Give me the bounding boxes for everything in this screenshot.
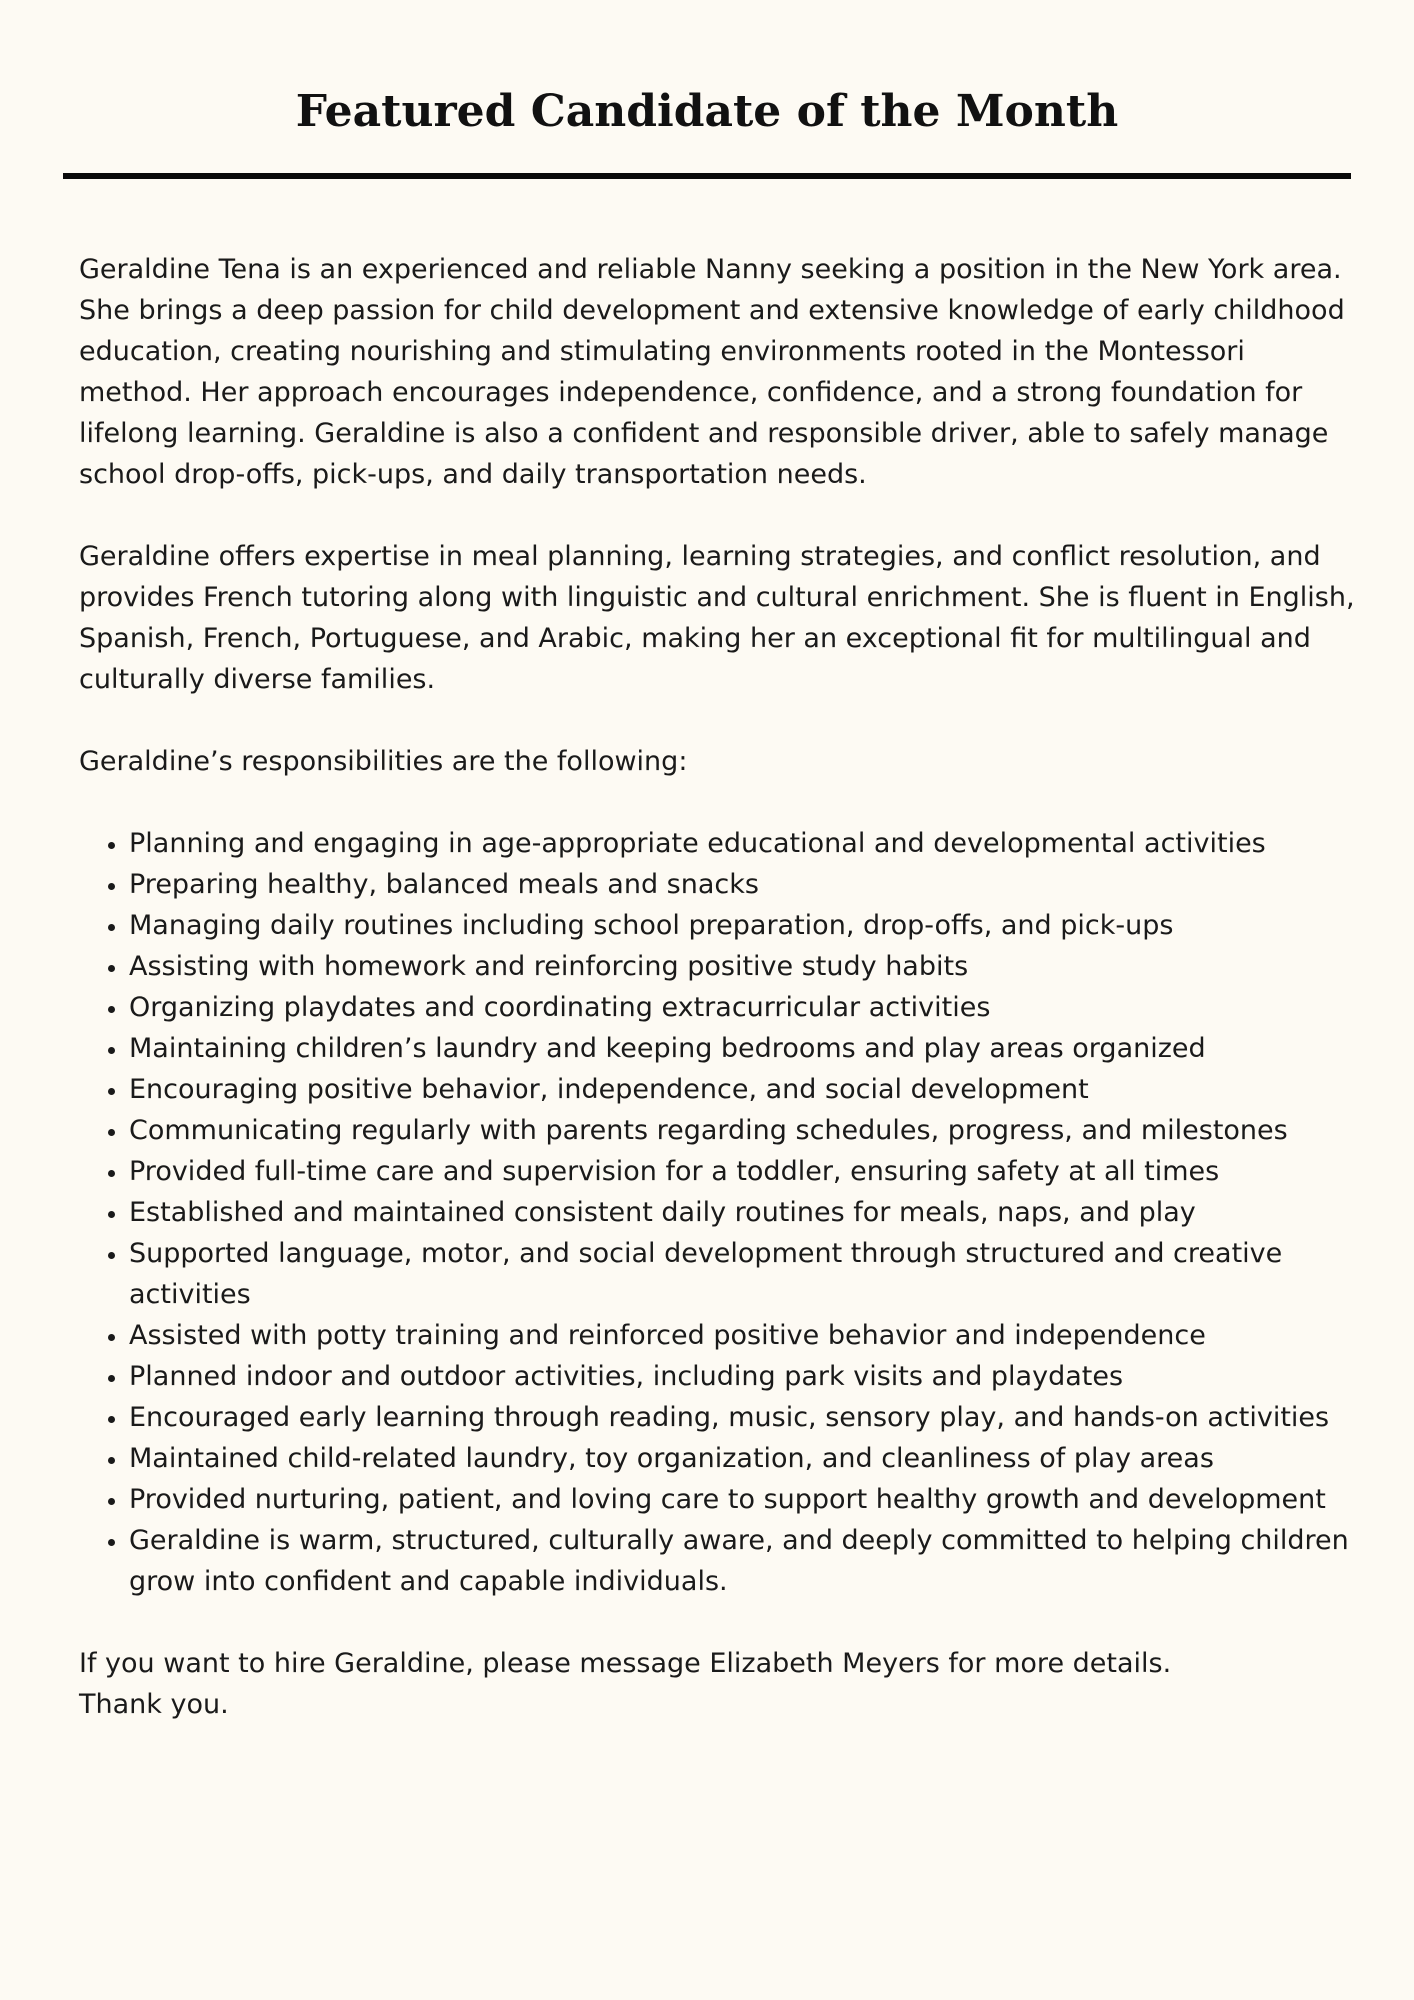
list-item: • Provided full-time care and supervision for a toddler, ensuring safety at all times (129, 1151, 1359, 1192)
list-item: • Communicating regularly with parents regarding schedules, progress, and milestones (129, 1110, 1359, 1151)
list-item: • Encouraging positive behavior, independence, and social development (129, 1069, 1359, 1110)
responsibilities-intro: Geraldine’s responsibilities are the following: (79, 746, 688, 777)
document-body (79, 249, 1359, 1725)
list-item: • Maintaining children’s laundry and keeping bedrooms and play areas organized (129, 1028, 1359, 1069)
responsibilities-list (79, 823, 1359, 1602)
list-item: • Geraldine is warm, structured, culturally aware, and deeply committed to helping children grow into confident and capable individuals. (129, 1520, 1359, 1602)
page-title: Featured Candidate of the Month (295, 86, 1119, 137)
list-item: • Encouraged early learning through reading, music, sensory play, and hands-on activities (129, 1397, 1359, 1438)
title-divider (63, 173, 1351, 179)
intro-paragraph: Geraldine Tena is an experienced and reliable Nanny seeking a position in the New York area. She brings a deep passion for child development and extensive knowledge of early childhood education, creating nourishing and stimulating environments rooted in the Montessori method. Her approach encourages independence, confidence, and a strong foundation for lifelong learning. Geraldine is also a confident and responsible driver, able to safely manage school drop-offs, pick-ups, and daily transportation needs. (79, 254, 1345, 490)
list-item: • Supported language, motor, and social development through structured and creative activities (129, 1233, 1359, 1315)
list-item: • Planning and engaging in age-appropriate educational and developmental activities (129, 823, 1359, 864)
closing-paragraph (79, 1643, 1359, 1725)
list-item: • Preparing healthy, balanced meals and snacks (129, 864, 1359, 905)
list-item: • Assisted with potty training and reinforced positive behavior and independence (129, 1315, 1359, 1356)
list-item: • Maintained child-related laundry, toy organization, and cleanliness of play areas (129, 1438, 1359, 1479)
list-item: • Provided nurturing, patient, and loving care to support healthy growth and development (129, 1479, 1359, 1520)
list-item: • Organizing playdates and coordinating extracurricular activities (129, 987, 1359, 1028)
list-item: • Planned indoor and outdoor activities, including park visits and playdates (129, 1356, 1359, 1397)
skills-paragraph: Geraldine offers expertise in meal planning, learning strategies, and conflict resolution, and provides French tutoring along with linguistic and cultural enrichment. She is fluent in English, Spanish, French, Portuguese, and Arabic, making her an exceptional fit for multilingual and culturally diverse families. (79, 541, 1355, 695)
list-item: • Assisting with homework and reinforcing positive study habits (129, 946, 1359, 987)
list-item: • Managing daily routines including school preparation, drop-offs, and pick-ups (129, 905, 1359, 946)
list-item: • Established and maintained consistent daily routines for meals, naps, and play (129, 1192, 1359, 1233)
thank-you-line: Thank you. (79, 1689, 229, 1720)
closing-line: If you want to hire Geraldine, please message Elizabeth Meyers for more details. (79, 1648, 1172, 1679)
